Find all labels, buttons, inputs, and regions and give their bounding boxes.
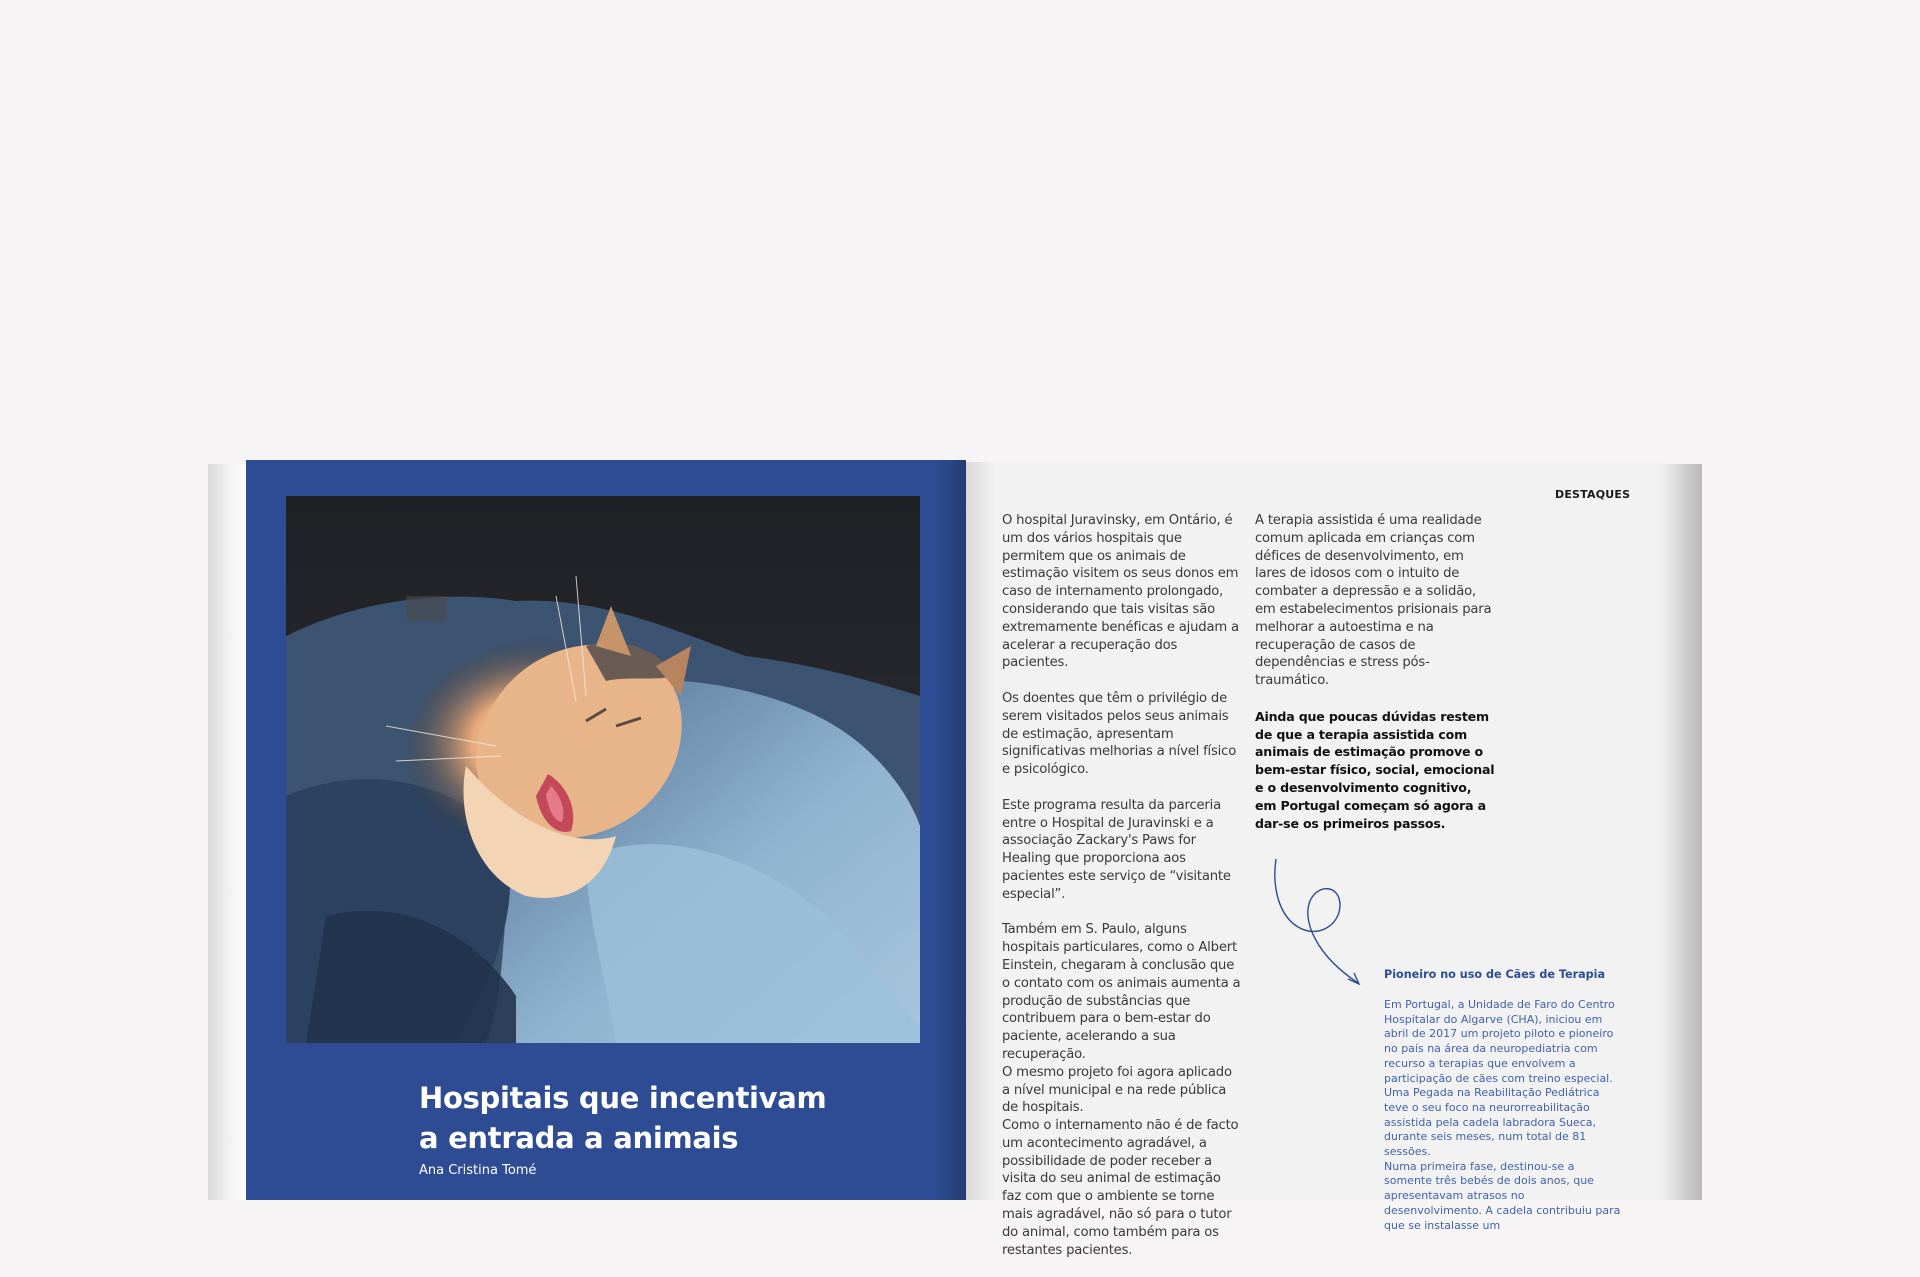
article-column-2 (1255, 512, 1495, 850)
right-page-edges (1660, 464, 1702, 1200)
sidebar-paragraph: Em Portugal, a Unidade de Faro do Centro Hospitalar do Algarve (CHA), iniciou em abril de 2017 um projeto piloto e pioneiro no país na área da neuropediatria com recurso a terapias que envolvem a participação de cães com treino especial. (1384, 998, 1615, 1085)
curly-arrow-icon (1268, 855, 1378, 995)
article-title-line-1: Hospitais que incentivam (419, 1081, 827, 1115)
cat-photo (286, 496, 920, 1043)
column1-paragraph: Também em S. Paulo, alguns hospitais particulares, como o Albert Einstein, chegaram à conclusão que o contato com os animais aumenta a produção de substâncias que contribuem para o bem-estar do paciente, acelerando a sua recuperação. O mesmo projeto foi agora aplicado a nível municipal e na rede pública de hospitais. Como o internamento não é de facto um acontecimento agradável, a possibilidade de poder receber a visita do seu animal de estimação faz com que o ambiente se torne mais agradável, não só para o tutor do animal, como também para os restantes pacientes. (1002, 922, 1241, 1258)
article-title-line-2: a entrada a animais (419, 1121, 739, 1155)
column1-paragraph: Os doentes que têm o privilégio de serem visitados pelos seus animais de estimação, apresentam significativas melhorias a nível físico e psicológico. (1002, 690, 1237, 778)
section-tag-label: DESTAQUES (1555, 488, 1631, 501)
column2-paragraph: A terapia assistida é uma realidade comum aplicada em crianças com défices de desenvolvimento, em lares de idosos com o intuito de combater a depressão e a solidão, em estabelecimentos prisionais para melhorar a autoestima e na recuperação de casos de dependências e stress pós-traumático. (1255, 513, 1492, 689)
sidebar-paragraph: Numa primeira fase, destinou-se a somente três bebés de dois anos, que apresentavam atrasos no desenvolvimento. A cadela contribuiu para que se instalasse um (1384, 1159, 1621, 1232)
sidebar-heading: Pioneiro no uso de Cães de Terapia (1384, 968, 1606, 981)
article-title (419, 1078, 839, 1158)
article-column-1 (1002, 512, 1242, 1277)
article-author: Ana Cristina Tomé (419, 1163, 537, 1178)
column1-paragraph: O hospital Juravinsky, em Ontário, é um dos vários hospitais que permitem que os animais de estimação visitem os seus donos em caso de internamento prolongado, considerando que tais visitas são extremamente benéficas e ajudam a acelerar a recuperação dos pacientes. (1002, 513, 1239, 671)
column1-paragraph: Este programa resulta da parceria entre o Hospital de Juravinski e a associação Zackary's Paws for Healing que proporciona aos pacientes este serviço de “visitante especial”. (1002, 797, 1231, 902)
left-page-edges (208, 464, 248, 1200)
section-tag (1555, 488, 1630, 501)
sidebar-paragraph: Uma Pegada na Reabilitação Pediátrica teve o seu foco na neurorreabilitação assistida pela cadela labradora Sueca, durante seis meses, num total de 81 sessões. (1384, 1086, 1600, 1159)
column2-highlight-paragraph: Ainda que poucas dúvidas restem de que a terapia assistida com animais de estimação promove o bem-estar físico, social, emocional e o desenvolvimento cognitivo, em Portugal começam só agora a dar-se os primeiros passos. (1255, 708, 1495, 831)
sidebar-box (1384, 968, 1624, 1233)
sidebar-body (1384, 998, 1624, 1233)
